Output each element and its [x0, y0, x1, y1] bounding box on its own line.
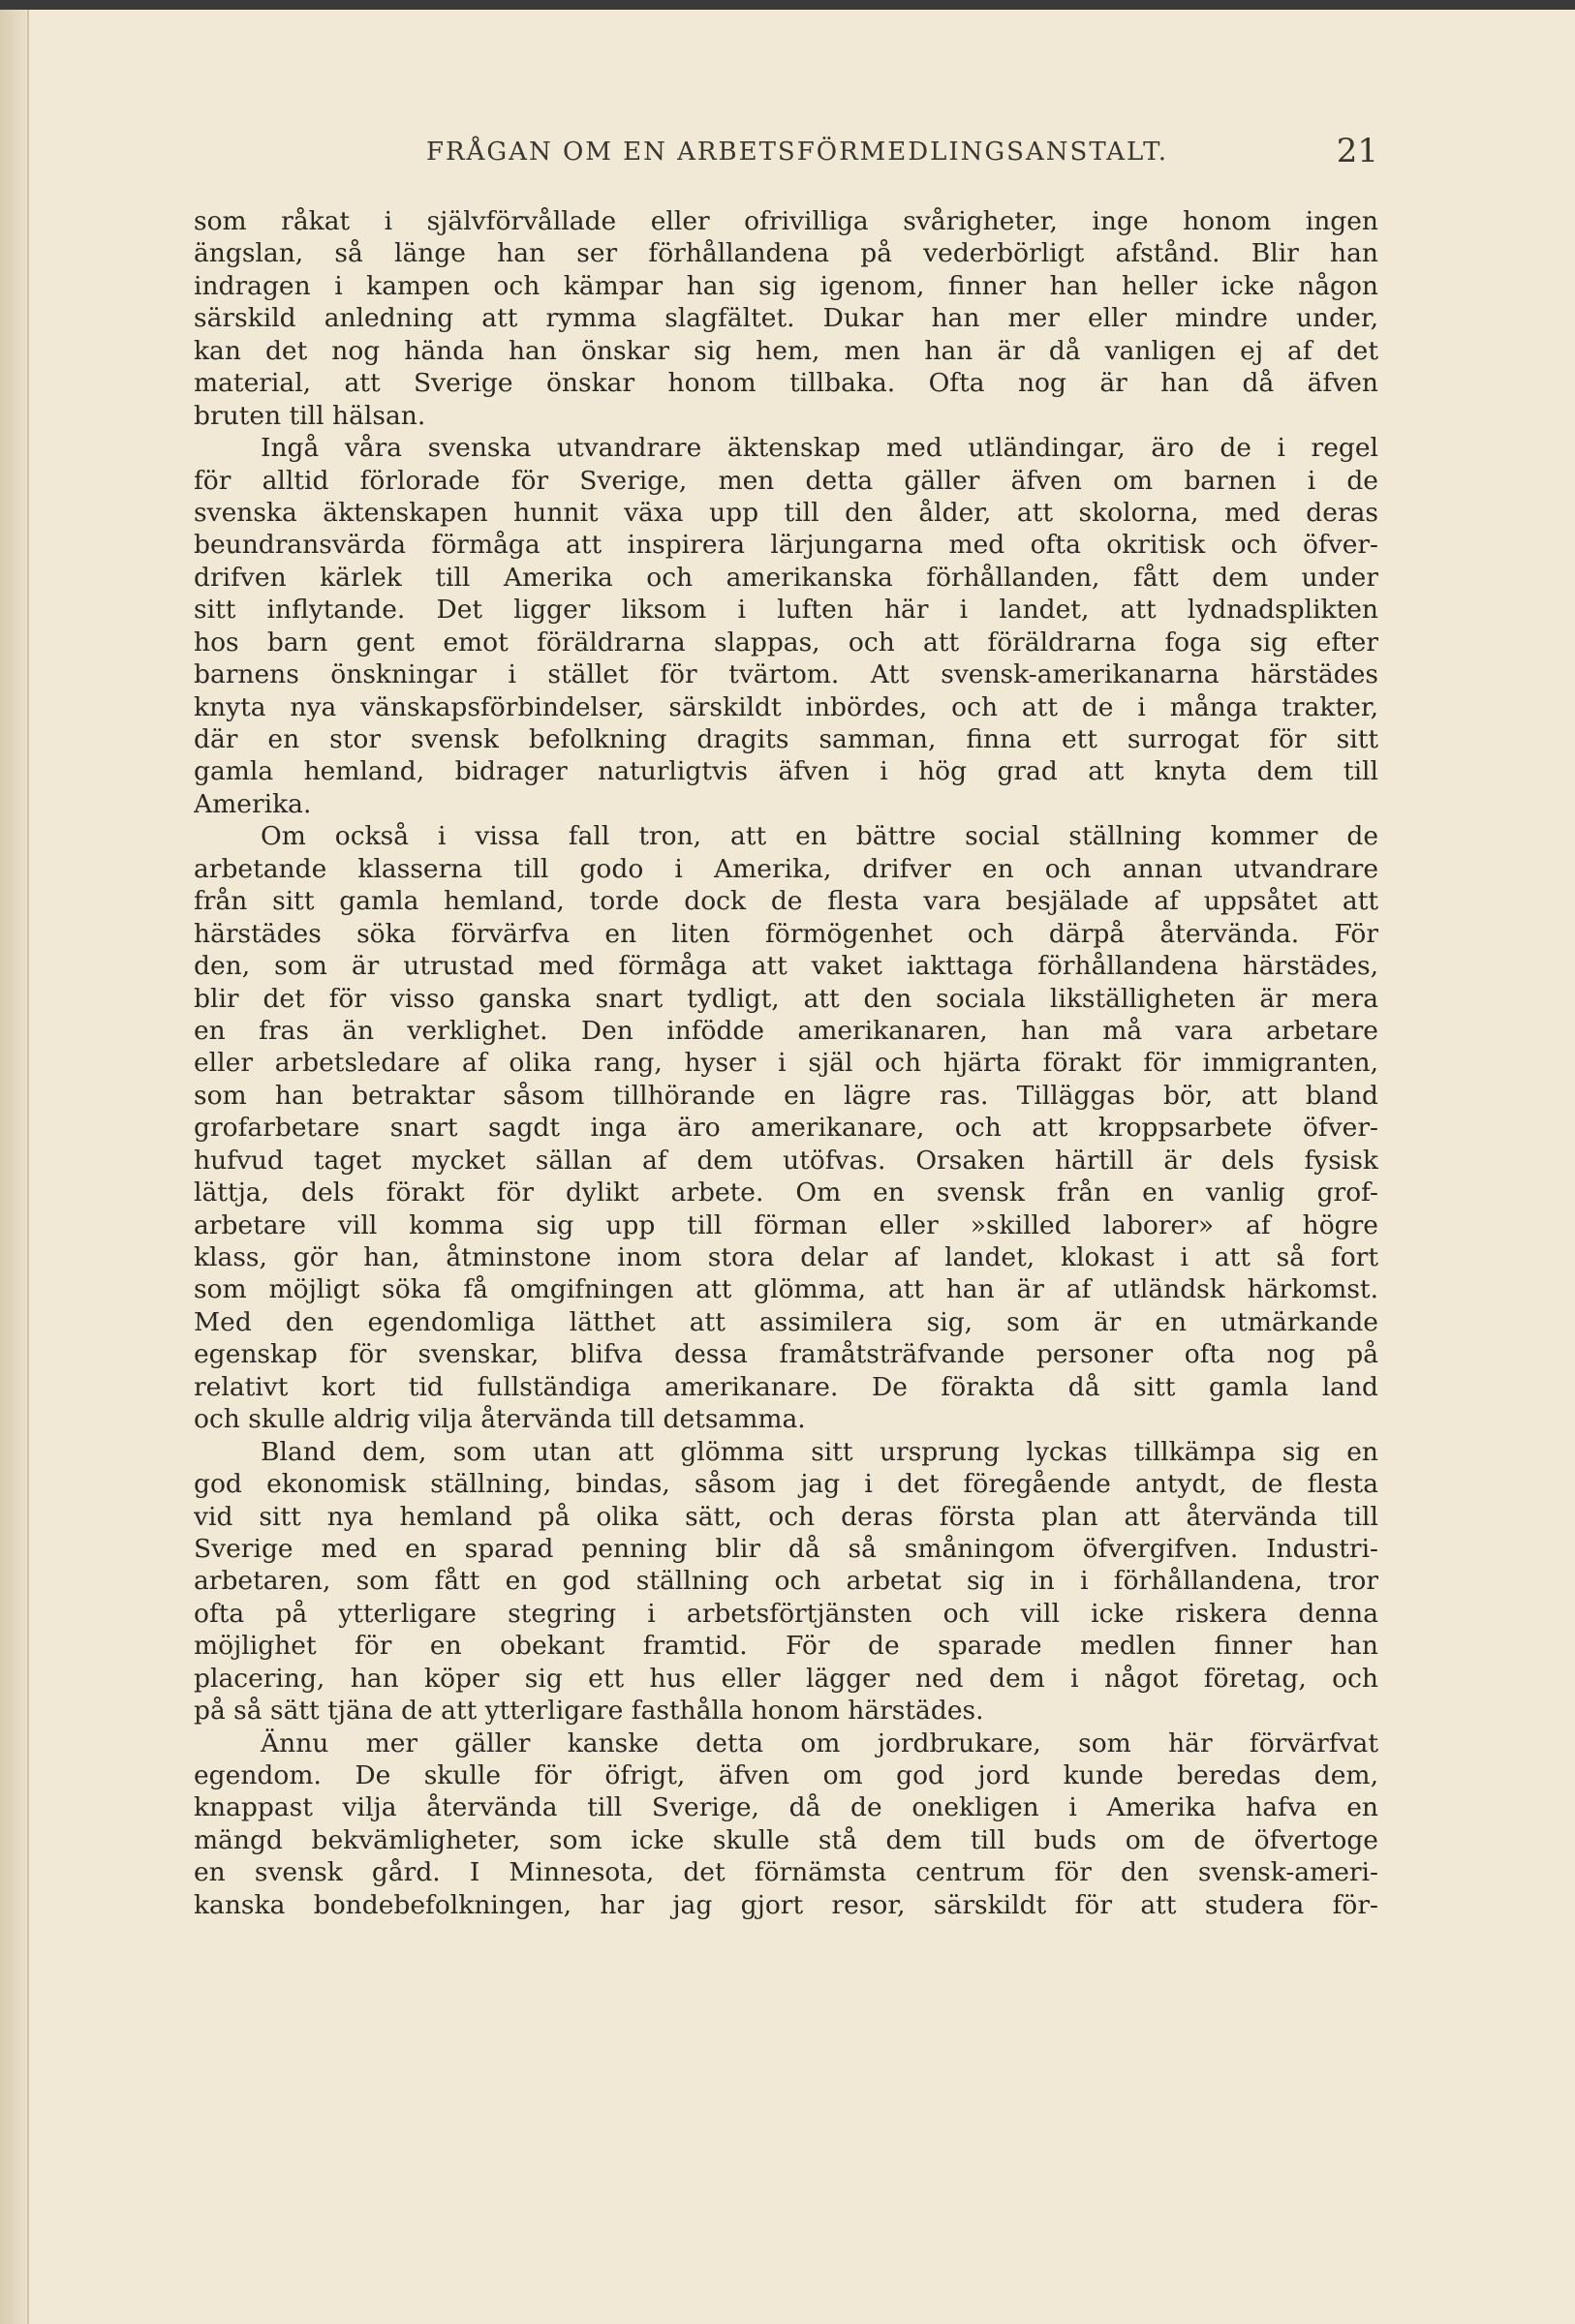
scan-top-edge	[0, 0, 1575, 10]
text-line: grofarbetare snart sagdt inga äro amerikanare, och att kroppsarbete öfver-	[194, 1113, 1378, 1144]
text-line: bruten till hälsan.	[194, 400, 426, 431]
paragraph-start: Ingå våra svenska utvandrare äktenskap med utländingar, äro de i regel	[261, 433, 1378, 464]
text-line: lättja, dels förakt för dylikt arbete. Om en svensk från en vanlig grof-	[194, 1177, 1378, 1208]
text-line: kanska bondebefolkningen, har jag gjort resor, särskildt för att studera för-	[194, 1889, 1378, 1920]
page-number: 21	[1336, 132, 1378, 170]
text-line: som råkat i självförvållade eller ofrivilliga svårigheter, inge honom ingen	[194, 206, 1378, 236]
text-line: drifven kärlek till Amerika och amerikanska förhållanden, fått dem under	[194, 562, 1378, 593]
text-line: svenska äktenskapen hunnit växa upp till den ålder, att skolorna, med deras	[194, 497, 1378, 528]
text-line: knyta nya vänskapsförbindelser, särskildt inbördes, och att de i många trakter,	[194, 691, 1378, 722]
paragraph-start: Bland dem, som utan att glömma sitt ursprung lyckas tillkämpa sig en	[261, 1436, 1378, 1467]
text-line: Sverige med en sparad penning blir då så småningom öfvergifven. Industri-	[194, 1533, 1378, 1564]
text-line: knappast vilja återvända till Sverige, då de onekligen i Amerika hafva en	[194, 1792, 1378, 1823]
text-line: beundransvärda förmåga att inspirera lärjungarna med ofta okritisk och öfver-	[194, 530, 1378, 561]
text-line: som möjligt söka få omgifningen att glömma, att han är af utländsk härkomst.	[194, 1274, 1378, 1305]
text-line: arbetare vill komma sig upp till förman eller »skilled laborer» af högre	[194, 1209, 1378, 1240]
text-line: material, att Sverige önskar honom tillbaka. Ofta nog är han då äfven	[194, 368, 1378, 399]
text-line: möjlighet för en obekant framtid. För de sparade medlen finner han	[194, 1631, 1378, 1662]
body-text	[194, 205, 1378, 1921]
text-line: vid sitt nya hemland på olika sätt, och deras första plan att återvända till	[194, 1501, 1378, 1532]
text-line: från sitt gamla hemland, torde dock de flesta vara besjälade af uppsåtet att	[194, 886, 1378, 917]
text-line: barnens önskningar i stället för tvärtom. Att svensk-amerikanarna härstädes	[194, 659, 1378, 690]
text-line: gamla hemland, bidrager naturligtvis äfven i hög grad att knyta dem till	[194, 756, 1378, 787]
text-line: den, som är utrustad med förmåga att vaket iakttaga förhållandena härstädes,	[194, 951, 1378, 982]
text-line: på så sätt tjäna de att ytterligare fasthålla honom härstädes.	[194, 1696, 984, 1727]
text-line: indragen i kampen och kämpar han sig igenom, finner han heller icke någon	[194, 270, 1378, 301]
text-line: hufvud taget mycket sällan af dem utöfvas. Orsaken härtill är dels fysisk	[194, 1145, 1378, 1176]
text-line: arbetaren, som fått en god ställning och arbetat sig in i förhållandena, tror	[194, 1566, 1378, 1597]
text-line: särskild anledning att rymma slagfältet. Dukar han mer eller mindre under,	[194, 303, 1378, 334]
text-line: relativt kort tid fullständiga amerikanare. De förakta då sitt gamla land	[194, 1371, 1378, 1402]
text-line: för alltid förlorade för Sverige, men detta gäller äfven om barnen i de	[194, 465, 1378, 496]
text-line: kan det nog hända han önskar sig hem, men han är då vanligen ej af det	[194, 335, 1378, 366]
text-line: som han betraktar såsom tillhörande en lägre ras. Tilläggas bör, att bland	[194, 1080, 1378, 1111]
text-line: klass, gör han, åtminstone inom stora delar af landet, klokast i att så fort	[194, 1242, 1378, 1272]
paragraph-start: Ännu mer gäller kanske detta om jordbrukare, som här förvärfvat	[261, 1728, 1378, 1758]
text-line: egenskap för svenskar, blifva dessa framåtsträfvande personer ofta nog på	[194, 1339, 1378, 1370]
text-line: blir det för visso ganska snart tydligt, att den sociala likställigheten är mera	[194, 983, 1378, 1014]
text-line: härstädes söka förvärfva en liten förmögenhet och därpå återvända. För	[194, 918, 1378, 949]
text-line: arbetande klasserna till godo i Amerika, drifver en och annan utvandrare	[194, 853, 1378, 884]
text-line: sitt inflytande. Det ligger liksom i luften här i landet, att lydnadsplikten	[194, 595, 1378, 626]
text-line: ofta på ytterligare stegring i arbetsförtjänsten och vill icke riskera denna	[194, 1598, 1378, 1629]
running-title: FRÅGAN OM EN ARBETSFÖRMEDLINGSANSTALT.	[426, 138, 1168, 167]
text-line: egendom. De skulle för öfrigt, äfven om god jord kunde beredas dem,	[194, 1760, 1378, 1790]
text-line: ängslan, så länge han ser förhållandena på vederbörligt afstånd. Blir han	[194, 238, 1378, 269]
text-line: Med den egendomliga lätthet att assimilera sig, som är en utmärkande	[194, 1306, 1378, 1337]
text-line: god ekonomisk ställning, bindas, såsom jag i det föregående antydt, de flesta	[194, 1469, 1378, 1500]
text-line: en svensk gård. I Minnesota, det förnämsta centrum för den svensk-ameri-	[194, 1857, 1378, 1888]
text-line: eller arbetsledare af olika rang, hyser i själ och hjärta förakt för immigranten,	[194, 1048, 1378, 1079]
text-line: där en stor svensk befolkning dragits samman, finna ett surrogat för sitt	[194, 724, 1378, 754]
text-line: Amerika.	[194, 788, 312, 819]
text-line: en fras än verklighet. Den infödde amerikanaren, han må vara arbetare	[194, 1015, 1378, 1046]
text-line: mängd bekvämligheter, som icke skulle stå dem till buds om de öfvertoge	[194, 1824, 1378, 1855]
binding-gutter	[0, 10, 29, 2324]
running-header	[194, 132, 1378, 174]
text-line: hos barn gent emot föräldrarna slappas, och att föräldrarna foga sig efter	[194, 627, 1378, 657]
text-line: och skulle aldrig vilja återvända till detsamma.	[194, 1404, 806, 1435]
paragraph-start: Om också i vissa fall tron, att en bättre social ställning kommer de	[261, 821, 1378, 852]
text-line: placering, han köper sig ett hus eller lägger ned dem i något företag, och	[194, 1663, 1378, 1694]
